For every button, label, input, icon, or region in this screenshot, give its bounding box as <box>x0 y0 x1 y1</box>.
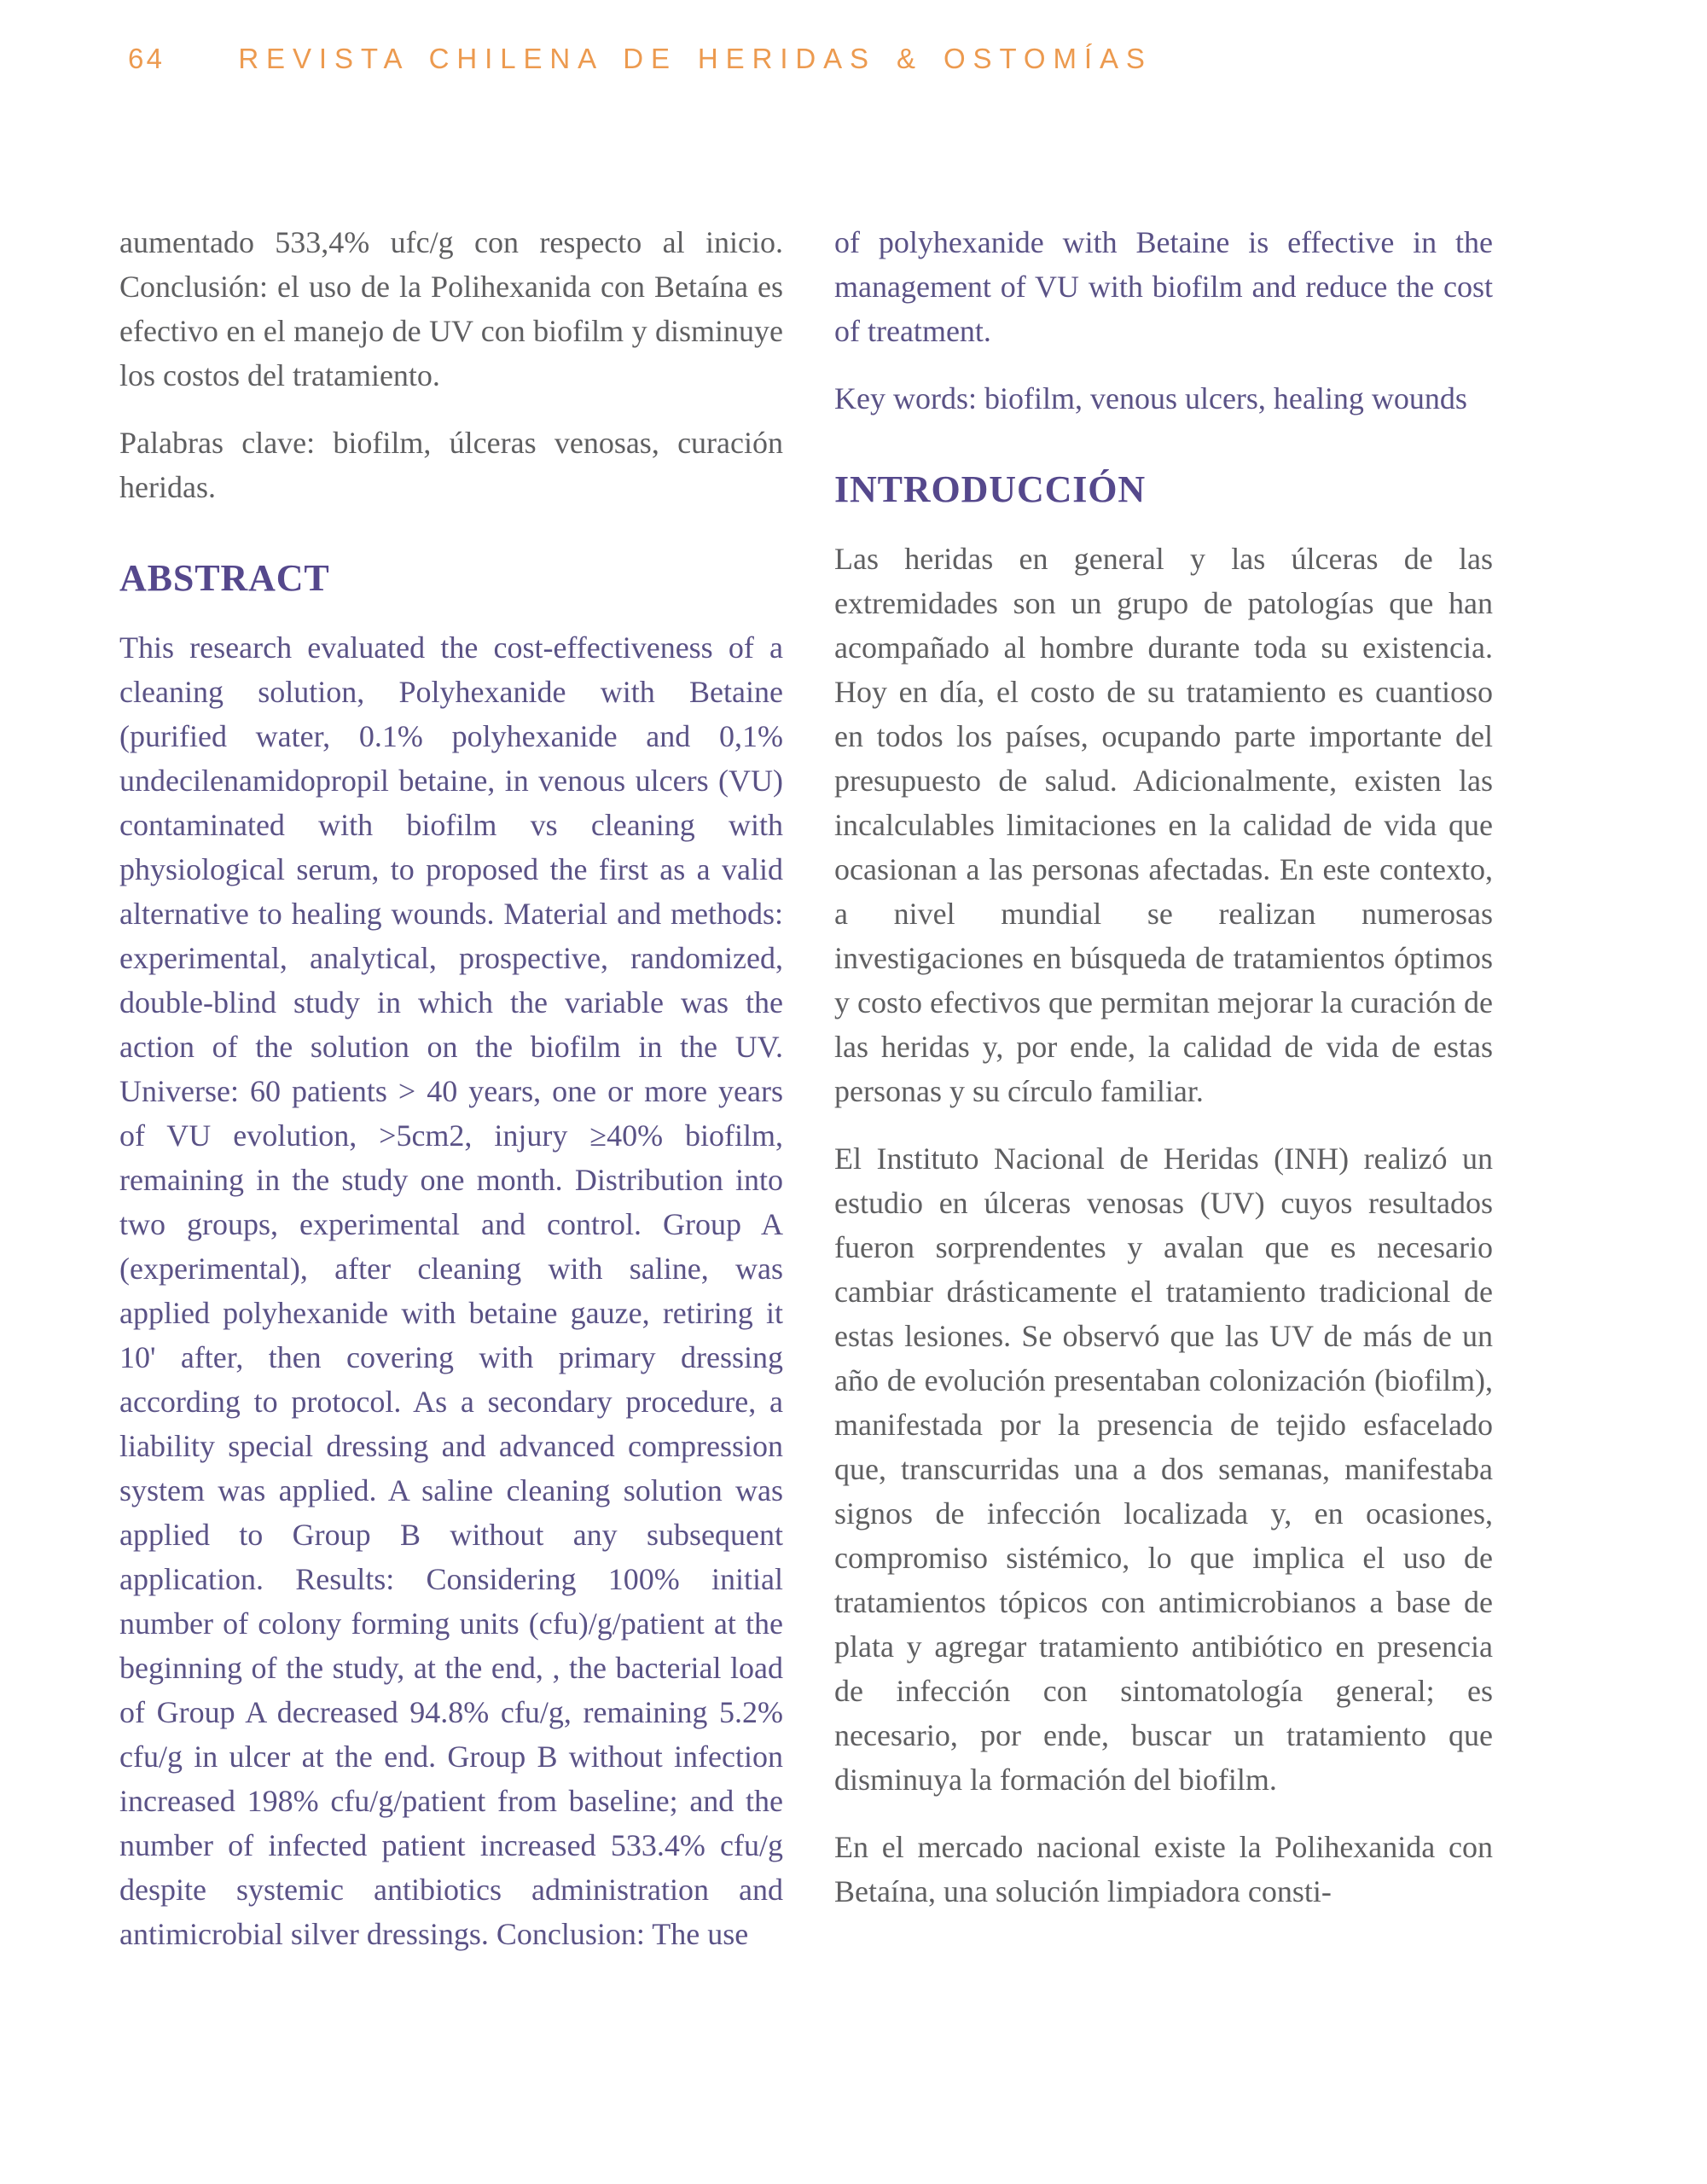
left-column <box>119 220 783 1956</box>
page-header <box>128 43 1153 75</box>
abstract-continuation-paragraph-en: of polyhexanide with Betaine is effective in the management of VU with biofilm and reduce the cost of treatment. <box>834 225 1493 348</box>
page-number: 64 <box>128 43 165 74</box>
right-column <box>834 220 1493 1956</box>
abstract-heading: ABSTRACT <box>119 557 330 599</box>
abstract-paragraph-en: This research evaluated the cost-effectiveness of a cleaning solution, Polyhexanide with Betaine (purified water, 0.1% polyhexanide and 0,1% undecilenamidopropil betaine, in venous ulcers (VU) contaminated with biofilm vs cleaning with physiological serum, to proposed the first as a valid alternative to healing wounds. Material and methods: experimental, analytical, prospective, randomized, double-blind study in which the variable was the action of the solution on the biofilm in the UV. Universe: 60 patients > 40 years, one or more years of VU evolution, >5cm2, injury ≥40% biofilm, remaining in the study one month. Distribution into two groups, experimental and control. Group A (experimental), after cleaning with saline, was applied polyhexanide with betaine gauze, retiring it 10' after, then covering with primary dressing according to protocol. As a secondary procedure, a liability special dressing and advanced compression system was applied. A saline cleaning solution was applied to Group B without any subsequent application. Results: Considering 100% initial number of colony forming units (cfu)/g/patient at the beginning of the study, at the end, , the bacterial load of Group A decreased 94.8% cfu/g, remaining 5.2% cfu/g in ulcer at the end. Group B without infection increased 198% cfu/g/patient from baseline; and the number of infected patient increased 533.4% cfu/g despite systemic antibiotics administration and antimicrobial silver dressings. Conclusion: The use <box>119 630 783 1951</box>
conclusion-continuation-paragraph-es: aumentado 533,4% ufc/g con respecto al inicio. Conclusión: el uso de la Polihexanida con Betaína es efectivo en el manejo de UV con biofilm y disminuye los costos del tratamiento. <box>119 225 783 392</box>
journal-title: REVISTA CHILENA DE HERIDAS & OSTOMÍAS <box>238 43 1153 74</box>
introduction-paragraph-3-es: En el mercado nacional existe la Polihexanida con Betaína, una solución limpiadora consti- <box>834 1830 1493 1908</box>
introduction-heading: INTRODUCCIÓN <box>834 468 1147 510</box>
introduction-paragraph-1-es: Las heridas en general y las úlceras de las extremidades son un grupo de patologías que han acompañado al hombre durante toda su existencia. Hoy en día, el costo de su tratamiento es cuantioso en todos los países, ocupando parte importante del presupuesto de salud. Adicionalmente, existen las incalculables limitaciones en la calidad de vida que ocasionan a las personas afectadas. En este contexto, a nivel mundial se realizan numerosas investigaciones en búsqueda de tratamientos óptimos y costo efectivos que permitan mejorar la curación de las heridas y, por ende, la calidad de vida de estas personas y su círculo familiar. <box>834 542 1493 1108</box>
keywords-paragraph-es: Palabras clave: biofilm, úlceras venosas, curación heridas. <box>119 426 783 504</box>
article-body <box>119 220 1493 1956</box>
keywords-paragraph-en: Key words: biofilm, venous ulcers, healing wounds <box>834 381 1467 415</box>
introduction-paragraph-2-es: El Instituto Nacional de Heridas (INH) realizó un estudio en úlceras venosas (UV) cuyos resultados fueron sorprendentes y avalan que es necesario cambiar drásticamente el tratamiento tradicional de estas lesiones. Se observó que las UV de más de un año de evolución presentaban colonización (biofilm), manifestada por la presencia de tejido esfacelado que, transcurridas una a dos semanas, manifestaba signos de infección localizada y, en ocasiones, compromiso sistémico, lo que implica el uso de tratamientos tópicos con antimicrobianos a base de plata y agregar tratamiento antibiótico en presencia de infección con sintomatología general; es necesario, por ende, buscar un tratamiento que disminuya la formación del biofilm. <box>834 1141 1493 1797</box>
